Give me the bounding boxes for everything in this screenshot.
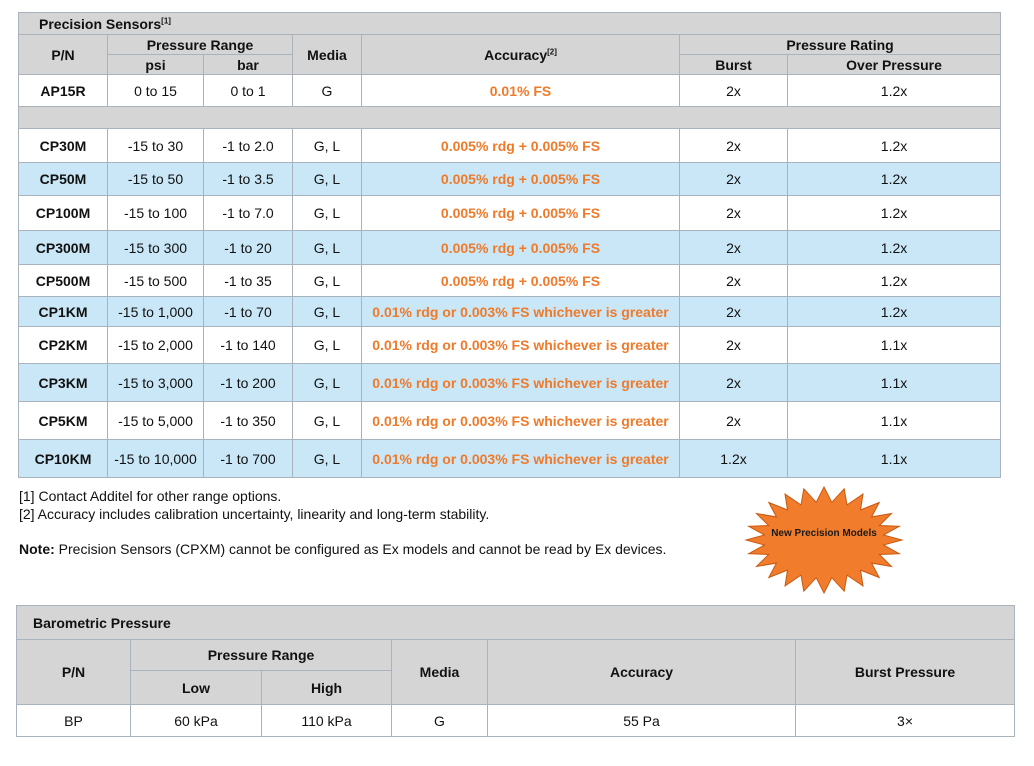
bar-cell: -1 to 3.5	[204, 163, 293, 196]
accuracy-cell: 0.01% rdg or 0.003% FS whichever is greater	[362, 297, 680, 327]
pn-cell: CP5KM	[19, 402, 108, 440]
bar-cell: -1 to 35	[204, 265, 293, 297]
pn-cell: CP100M	[19, 196, 108, 231]
accuracy-cell: 0.01% FS	[362, 75, 680, 107]
psi-cell: -15 to 2,000	[108, 327, 204, 364]
over-pressure-header: Over Pressure	[788, 55, 1001, 75]
over-pressure-cell: 1.1x	[788, 402, 1001, 440]
table-row	[19, 265, 1001, 297]
starburst-badge-icon	[744, 486, 904, 594]
baro-high-cell: 110 kPa	[262, 705, 392, 737]
psi-cell: -15 to 10,000	[108, 440, 204, 478]
pn-cell: CP30M	[19, 129, 108, 163]
pn-header: P/N	[19, 35, 108, 75]
burst-cell: 2x	[680, 402, 788, 440]
psi-cell: -15 to 300	[108, 231, 204, 265]
baro-burst-cell: 3×	[796, 705, 1015, 737]
accuracy-cell: 0.005% rdg + 0.005% FS	[362, 129, 680, 163]
baro-high-header: High	[262, 671, 392, 705]
over-pressure-cell: 1.1x	[788, 364, 1001, 402]
media-cell: G, L	[293, 163, 362, 196]
bar-cell: -1 to 70	[204, 297, 293, 327]
accuracy-cell: 0.005% rdg + 0.005% FS	[362, 196, 680, 231]
over-pressure-cell: 1.2x	[788, 163, 1001, 196]
burst-cell: 2x	[680, 265, 788, 297]
bar-cell: -1 to 200	[204, 364, 293, 402]
pn-cell: CP3KM	[19, 364, 108, 402]
note-label: Note:	[19, 541, 55, 557]
accuracy-cell: 0.005% rdg + 0.005% FS	[362, 265, 680, 297]
baro-pn-header: P/N	[17, 640, 131, 705]
precision-sensors-title: Precision Sensors[1]	[19, 13, 1001, 35]
pn-cell: AP15R	[19, 75, 108, 107]
accuracy-cell: 0.005% rdg + 0.005% FS	[362, 163, 680, 196]
bar-cell: -1 to 7.0	[204, 196, 293, 231]
media-cell: G	[293, 75, 362, 107]
spacer-row	[19, 107, 1001, 129]
psi-cell: -15 to 30	[108, 129, 204, 163]
pn-cell: CP10KM	[19, 440, 108, 478]
pressure-rating-header: Pressure Rating	[680, 35, 1001, 55]
psi-cell: 0 to 15	[108, 75, 204, 107]
over-pressure-cell: 1.2x	[788, 196, 1001, 231]
footnote-1: [1] Contact Additel for other range options.	[19, 488, 282, 504]
table-row	[19, 196, 1001, 231]
barometric-pressure-table	[16, 605, 1015, 737]
psi-cell: -15 to 100	[108, 196, 204, 231]
pn-cell: CP1KM	[19, 297, 108, 327]
over-pressure-cell: 1.2x	[788, 265, 1001, 297]
over-pressure-cell: 1.2x	[788, 231, 1001, 265]
baro-pn-cell: BP	[17, 705, 131, 737]
barometric-title: Barometric Pressure	[17, 606, 1015, 640]
burst-cell: 1.2x	[680, 440, 788, 478]
note-text: Precision Sensors (CPXM) cannot be configured as Ex models and cannot be read by Ex devices.	[54, 541, 667, 557]
bar-cell: -1 to 700	[204, 440, 293, 478]
media-cell: G, L	[293, 265, 362, 297]
media-cell: G, L	[293, 196, 362, 231]
burst-cell: 2x	[680, 129, 788, 163]
bar-cell: -1 to 2.0	[204, 129, 293, 163]
new-precision-models-label: New Precision Models	[771, 528, 877, 539]
accuracy-cell: 0.01% rdg or 0.003% FS whichever is greater	[362, 364, 680, 402]
media-cell: G, L	[293, 327, 362, 364]
pn-cell: CP500M	[19, 265, 108, 297]
table-row	[19, 297, 1001, 327]
baro-low-header: Low	[131, 671, 262, 705]
table-row	[19, 75, 1001, 107]
bar-cell: -1 to 140	[204, 327, 293, 364]
bar-cell: -1 to 20	[204, 231, 293, 265]
pn-cell: CP50M	[19, 163, 108, 196]
bar-header: bar	[204, 55, 293, 75]
spacer-cell	[19, 107, 1001, 129]
over-pressure-cell: 1.2x	[788, 297, 1001, 327]
baro-burst-pressure-header: Burst Pressure	[796, 640, 1015, 705]
psi-cell: -15 to 1,000	[108, 297, 204, 327]
precision-note	[19, 541, 666, 557]
burst-cell: 2x	[680, 75, 788, 107]
pressure-range-header: Pressure Range	[108, 35, 293, 55]
table-row	[17, 705, 1015, 737]
psi-cell: -15 to 5,000	[108, 402, 204, 440]
baro-low-cell: 60 kPa	[131, 705, 262, 737]
burst-header: Burst	[680, 55, 788, 75]
psi-cell: -15 to 500	[108, 265, 204, 297]
baro-pressure-range-header: Pressure Range	[131, 640, 392, 671]
footnote-2: [2] Accuracy includes calibration uncertainty, linearity and long-term stability.	[19, 506, 490, 522]
accuracy-cell: 0.01% rdg or 0.003% FS whichever is greater	[362, 327, 680, 364]
table-row	[19, 402, 1001, 440]
over-pressure-cell: 1.1x	[788, 440, 1001, 478]
psi-header: psi	[108, 55, 204, 75]
table-row	[19, 327, 1001, 364]
burst-cell: 2x	[680, 327, 788, 364]
table-row	[19, 163, 1001, 196]
media-cell: G, L	[293, 297, 362, 327]
accuracy-cell: 0.005% rdg + 0.005% FS	[362, 231, 680, 265]
psi-cell: -15 to 3,000	[108, 364, 204, 402]
accuracy-header: Accuracy[2]	[362, 35, 680, 75]
over-pressure-cell: 1.1x	[788, 327, 1001, 364]
burst-cell: 2x	[680, 231, 788, 265]
media-cell: G, L	[293, 364, 362, 402]
accuracy-cell: 0.01% rdg or 0.003% FS whichever is greater	[362, 440, 680, 478]
media-cell: G, L	[293, 440, 362, 478]
baro-accuracy-cell: 55 Pa	[488, 705, 796, 737]
bar-cell: 0 to 1	[204, 75, 293, 107]
bar-cell: -1 to 350	[204, 402, 293, 440]
pn-cell: CP300M	[19, 231, 108, 265]
baro-media-header: Media	[392, 640, 488, 705]
table-row	[19, 129, 1001, 163]
accuracy-cell: 0.01% rdg or 0.003% FS whichever is greater	[362, 402, 680, 440]
burst-cell: 2x	[680, 196, 788, 231]
media-cell: G, L	[293, 129, 362, 163]
table-row	[19, 440, 1001, 478]
media-cell: G, L	[293, 231, 362, 265]
baro-media-cell: G	[392, 705, 488, 737]
burst-cell: 2x	[680, 297, 788, 327]
media-cell: G, L	[293, 402, 362, 440]
burst-cell: 2x	[680, 163, 788, 196]
baro-accuracy-header: Accuracy	[488, 640, 796, 705]
precision-sensors-table	[18, 12, 1001, 478]
over-pressure-cell: 1.2x	[788, 129, 1001, 163]
burst-cell: 2x	[680, 364, 788, 402]
table-row	[19, 231, 1001, 265]
table-row	[19, 364, 1001, 402]
over-pressure-cell: 1.2x	[788, 75, 1001, 107]
psi-cell: -15 to 50	[108, 163, 204, 196]
media-header: Media	[293, 35, 362, 75]
pn-cell: CP2KM	[19, 327, 108, 364]
